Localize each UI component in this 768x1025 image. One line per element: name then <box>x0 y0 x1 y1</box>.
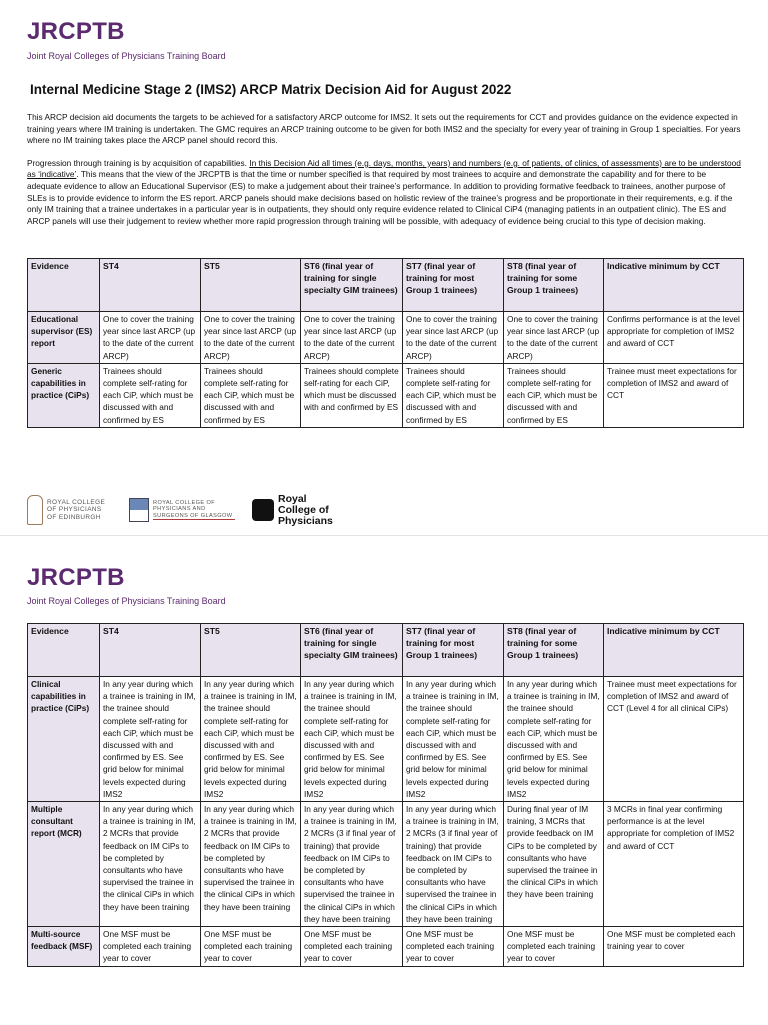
table-row <box>28 677 744 802</box>
jrcptb-logo-subtitle: Joint Royal Colleges of Physicians Training Board <box>27 596 226 606</box>
header-st5: ST5 <box>201 624 301 677</box>
row-label-clinical-cips: Clinical capabilities in practice (CiPs) <box>28 677 100 802</box>
intro-p2-underlined: In this Decision Aid all times (e.g. days, months, years) and numbers (e.g. of patients, of clinics, of assessments) are to be understood as ‘indicative’ <box>27 157 741 180</box>
table-cell: Trainees should complete self-rating for each CiP, which must be discussed with and confirmed by ES <box>504 363 604 427</box>
table-cell: One MSF must be completed each training year to cover <box>604 927 744 967</box>
header-st4: ST4 <box>100 624 201 677</box>
table-row <box>28 363 744 427</box>
table-cell: In any year during which a trainee is training in IM, the trainee should complete self-rating for each CiP, which must be discussed with and confirmed by ES. See grid below for minimal levels expected during IMS2 <box>201 677 301 802</box>
table-cell: Confirms performance is at the level appropriate for completion of IMS2 and award of CCT <box>604 312 744 364</box>
intro-paragraph-2 <box>27 158 742 228</box>
intro-text <box>27 112 742 227</box>
college-logos <box>27 492 333 528</box>
header-evidence: Evidence <box>28 624 100 677</box>
table-cell: In any year during which a trainee is training in IM, 2 MCRs (3 if final year of training) that provide feedback on IM CiPs to be completed by consultants who have supervised the trainee in the clinical CiPs in which they have been training <box>301 802 403 927</box>
table-row <box>28 312 744 364</box>
header-indicative-minimum: Indicative minimum by CCT <box>604 624 744 677</box>
logo-rcps-glasgow: ROYAL COLLEGE OF PHYSICIANS AND SURGEONS OF GLASGOW <box>129 492 235 528</box>
table-cell: One MSF must be completed each training year to cover <box>403 927 504 967</box>
matrix-table-2 <box>27 623 744 967</box>
header-evidence: Evidence <box>28 259 100 312</box>
header-st4: ST4 <box>100 259 201 312</box>
table-cell: Trainees should complete self-rating for each CiP, which must be discussed with and confirmed by ES <box>100 363 201 427</box>
table-cell: In any year during which a trainee is training in IM, the trainee should complete self-rating for each CiP, which must be discussed with and confirmed by ES. See grid below for minimal levels expected during IMS2 <box>504 677 604 802</box>
table-cell: One to cover the training year since last ARCP (up to the date of the current ARCP) <box>301 312 403 364</box>
table-row <box>28 802 744 927</box>
table-cell: In any year during which a trainee is training in IM, 2 MCRs that provide feedback on IM CiPs to be completed by consultants who have supervised the trainee in the clinical CiPs in which they have been training <box>100 802 201 927</box>
header-st5: ST5 <box>201 259 301 312</box>
intro-p2-start: Progression through training is by acquisition of capabilities. <box>27 157 250 168</box>
table-cell: In any year during which a trainee is training in IM, 2 MCRs that provide feedback on IM CiPs to be completed by consultants who have supervised the trainee in the clinical CiPs in which they have been training <box>201 802 301 927</box>
matrix-table-1 <box>27 258 744 428</box>
header-st6: ST6 (final year of training for single specialty GIM trainees) <box>301 624 403 677</box>
header-st8: ST8 (final year of training for some Group 1 trainees) <box>504 624 604 677</box>
table-cell: In any year during which a trainee is training in IM, the trainee should complete self-rating for each CiP, which must be discussed with and confirmed by ES. See grid below for minimal levels expected during IMS2 <box>301 677 403 802</box>
table-header-row <box>28 259 744 312</box>
table-cell: During final year of IM training, 3 MCRs that provide feedback on IM CiPs to be completed by consultants who have supervised the trainee in the clinical CiPs in which they have been training <box>504 802 604 927</box>
header-st8: ST8 (final year of training for some Group 1 trainees) <box>504 259 604 312</box>
table-cell: 3 MCRs in final year confirming performance is at the level appropriate for completion of IMS2 and award of CCT <box>604 802 744 927</box>
row-label-mcr: Multiple consultant report (MCR) <box>28 802 100 927</box>
table-cell: Trainee must meet expectations for completion of IMS2 and award of CCT <box>604 363 744 427</box>
table-cell: In any year during which a trainee is training in IM, the trainee should complete self-rating for each CiP, which must be discussed with and confirmed by ES. See grid below for minimal levels expected during IMS2 <box>100 677 201 802</box>
table-cell: One to cover the training year since last ARCP (up to the date of the current ARCP) <box>403 312 504 364</box>
intro-paragraph-1: This ARCP decision aid documents the targets to be achieved for a satisfactory ARCP outcome for IMS2. It sets out the requirements for CCT and provides guidance on the evidence expected in training years where IM training is undertaken. The GMC requires an ARCP training outcome to be given for both IMS2 and the specialty for every year of training in Group 1 specialties. For years where no IM training takes place the ARCP panel should record this. <box>27 112 741 146</box>
jrcptb-logo-title: JRCPTB <box>27 564 125 591</box>
edinburgh-crest-icon <box>27 495 43 525</box>
page-2 <box>0 535 768 1025</box>
intro-p2-rest: . This means that the view of the JRCPTB is that the time or number specified is that required by most trainees to acquire and demonstrate the capability and for there to be adequate evidence to allow an Educational Supervisor (ES) to make a judgement about their trainee’s performance. In addition to providing formative feedback to trainees, another purpose of SLEs is to provide evidence to inform the ES report. ARCP panels should make decisions based on holistic review of the trainee’s progress and be proportionate in their requirements, e.g. if the only IM training that a trainee undertakes in a particular year is in outpatients, they should only require evidence related to Clinical CiP4 (managing patients in an outpatient clinic). The ES and ARCP panels will use their judgement to review whether more rapid progression through training will be possible, with adequacy of evidence being crucial to this type of decision making. <box>27 169 733 226</box>
table-header-row <box>28 624 744 677</box>
table-cell: One MSF must be completed each training year to cover <box>301 927 403 967</box>
table-cell: Trainees should complete self-rating for each CiP, which must be discussed with and confirmed by ES <box>301 363 403 427</box>
row-label-es-report: Educational supervisor (ES) report <box>28 312 100 364</box>
table-cell: Trainees should complete self-rating for each CiP, which must be discussed with and confirmed by ES <box>201 363 301 427</box>
row-label-generic-cips: Generic capabilities in practice (CiPs) <box>28 363 100 427</box>
table-cell: One MSF must be completed each training year to cover <box>100 927 201 967</box>
header-st6: ST6 (final year of training for single specialty GIM trainees) <box>301 259 403 312</box>
header-indicative-minimum: Indicative minimum by CCT <box>604 259 744 312</box>
table-cell: One MSF must be completed each training year to cover <box>504 927 604 967</box>
row-label-msf: Multi-source feedback (MSF) <box>28 927 100 967</box>
table-cell: Trainee must meet expectations for completion of IMS2 and award of CCT (Level 4 for all clinical CiPs) <box>604 677 744 802</box>
table-cell: One to cover the training year since last ARCP (up to the date of the current ARCP) <box>504 312 604 364</box>
jrcptb-logo-title: JRCPTB <box>27 18 125 45</box>
table-row <box>28 927 744 967</box>
header-st7: ST7 (final year of training for most Group 1 trainees) <box>403 259 504 312</box>
table-cell: One to cover the training year since last ARCP (up to the date of the current ARCP) <box>100 312 201 364</box>
table-cell: One to cover the training year since last ARCP (up to the date of the current ARCP) <box>201 312 301 364</box>
rcp-crest-icon <box>252 499 274 521</box>
logo-rcp-edinburgh: ROYAL COLLEGE OF PHYSICIANS OF EDINBURGH <box>27 492 111 528</box>
header-st7: ST7 (final year of training for most Group 1 trainees) <box>403 624 504 677</box>
table-cell: One MSF must be completed each training year to cover <box>201 927 301 967</box>
table-cell: In any year during which a trainee is training in IM, the trainee should complete self-rating for each CiP, which must be discussed with and confirmed by ES. See grid below for minimal levels expected during IMS2 <box>403 677 504 802</box>
table-cell: In any year during which a trainee is training in IM, 2 MCRs (3 if final year of training) that provide feedback on IM CiPs to be completed by consultants who have supervised the trainee in the clinical CiPs in which they have been training <box>403 802 504 927</box>
document-title: Internal Medicine Stage 2 (IMS2) ARCP Matrix Decision Aid for August 2022 <box>30 82 512 97</box>
jrcptb-logo-subtitle: Joint Royal Colleges of Physicians Training Board <box>27 51 226 61</box>
table-cell: Trainees should complete self-rating for each CiP, which must be discussed with and confirmed by ES <box>403 363 504 427</box>
glasgow-crest-icon <box>129 498 149 522</box>
logo-rcp-london: Royal College of Physicians <box>252 492 338 528</box>
